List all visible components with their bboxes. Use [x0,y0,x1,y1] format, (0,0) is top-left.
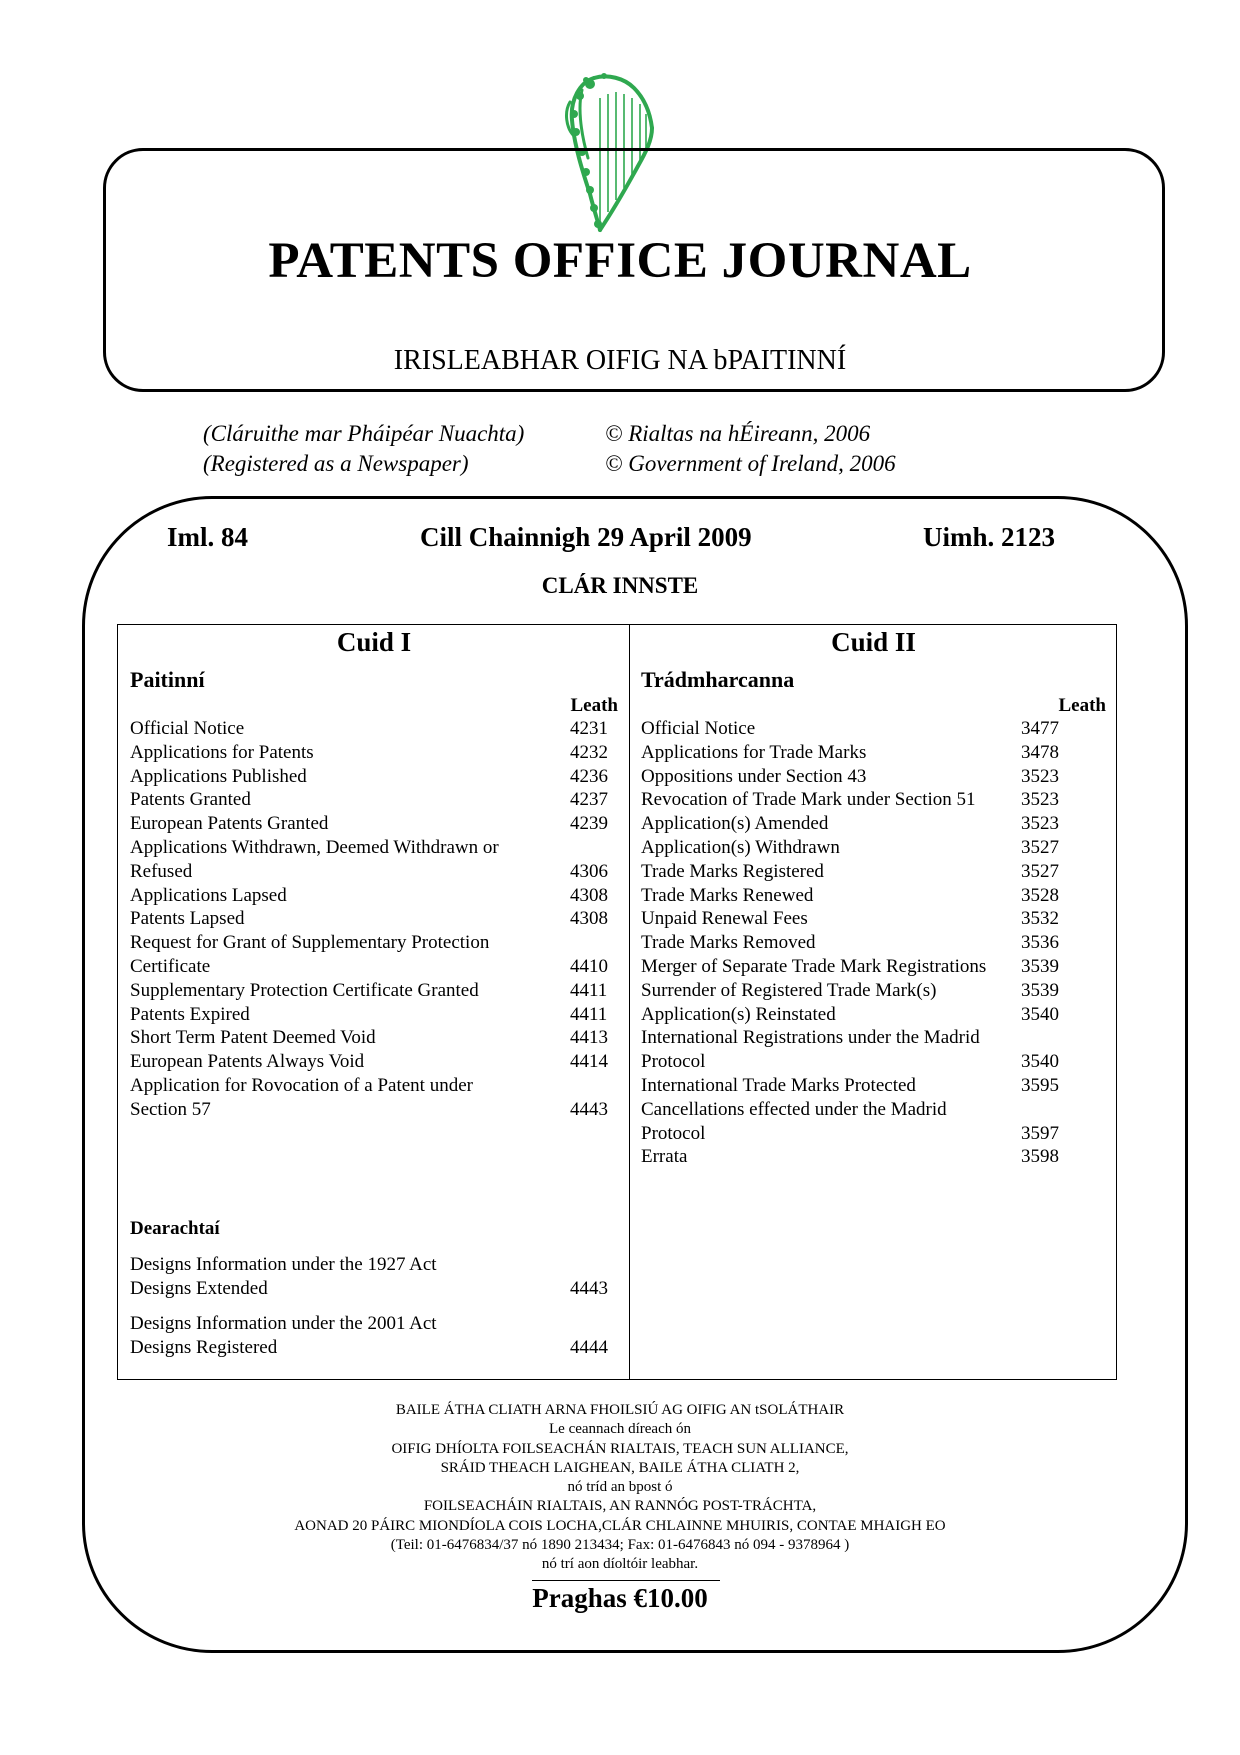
entry-title: International Registrations under the Madrid Protocol [641,1027,980,1073]
list-item [641,1003,1106,1027]
entry-title: Official Notice [130,718,245,739]
entry-page: 3595 [1021,1074,1059,1096]
entry-title: Applications Withdrawn, Deemed Withdrawn or Refused [130,836,499,882]
publisher-footer [0,1401,1240,1575]
contents-title: CLÁR INNSTE [541,573,699,598]
footer-line: Le ceannach díreach ón [549,1421,691,1438]
list-item [130,1336,618,1360]
entry-title: Application(s) Withdrawn [641,836,840,858]
list-item [130,717,618,741]
list-item [641,1145,1106,1169]
entry-title: Errata [641,1146,688,1168]
trade-marks-entries [641,717,1106,1169]
list-item [130,907,618,931]
entry-page: 3539 [1021,955,1059,977]
list-item [130,812,618,836]
entry-title: Supplementary Protection Certificate Granted [130,979,479,1001]
entry-page: 3523 [1021,813,1059,835]
entry-title: Merger of Separate Trade Mark Registrations [641,955,987,977]
entry-title: Applications Lapsed [130,884,287,906]
entry-page: 3540 [1021,1003,1059,1025]
entry-title: Oppositions under Section 43 [641,765,867,787]
entry-title: Applications for Trade Marks [641,741,867,763]
entry-page: 3527 [1021,836,1059,858]
entry-title: European Patents Always Void [130,1051,365,1073]
designs-1927-block [130,1253,618,1301]
list-item [641,860,1106,884]
entry-title: Surrender of Registered Trade Mark(s) [641,979,937,1001]
entry-page: 4414 [570,1051,608,1073]
entry-title: Short Term Patent Deemed Void [130,1027,376,1049]
entry-page: 4237 [570,789,608,811]
entry-page: 4308 [570,884,608,906]
list-item [641,812,1106,836]
footer-line: FOILSEACHÁIN RIALTAIS, AN RANNÓG POST-TRÁCHTA, [423,1498,817,1515]
entry-title: Revocation of Trade Mark under Section 51 [641,789,976,811]
list-item [641,931,1106,955]
entry-title: Patents Lapsed [130,908,245,930]
entry-page: 3477 [1021,718,1059,739]
list-item [641,1098,1106,1146]
entry-page: 3539 [1021,979,1059,1001]
list-item [130,741,618,765]
column-divider [629,625,630,1379]
copyright-irish: © Rialtas na hÉireann, 2006 [605,421,871,446]
entry-page: 4232 [570,741,608,763]
issue-number: Uimh. 2123 [923,522,1056,552]
footer-line: SRÁID THEACH LAIGHEAN, BAILE ÁTHA CLIATH 2, [440,1459,800,1476]
entry-title: Application(s) Reinstated [641,1003,836,1025]
copyright-english: © Government of Ireland, 2006 [605,451,896,476]
entry-page: 4308 [570,908,608,930]
list-item [641,979,1106,1003]
price: Praghas €10.00 [532,1583,708,1613]
list-item [641,1074,1106,1098]
patents-entries [130,717,618,1122]
entry-page: 3536 [1021,932,1059,954]
entry-title: Trade Marks Registered [641,860,824,882]
list-item [130,1074,618,1122]
list-item [641,1026,1106,1074]
list-item [641,836,1106,860]
page-column-label: Leath [1058,695,1106,716]
entry-page: 4231 [570,718,608,739]
entry-page: 3523 [1021,789,1059,811]
part-1-heading: Cuid I [336,627,412,657]
footer-line: BAILE ÁTHA CLIATH ARNA FHOILSIÚ AG OIFIG AN tSOLÁTHAIR [395,1402,845,1418]
footer-line: nó tríd an bpost ó [567,1479,673,1496]
entry-title: Application for Rovocation of a Patent under Section 57 [130,1074,473,1120]
list-item [641,741,1106,765]
entry-title: European Patents Granted [130,813,329,835]
part-2-heading: Cuid II [831,627,916,657]
footer-line: (Teil: 01-6476834/37 nó 1890 213434; Fax: 01-6476843 nó 094 - 9378964 ) [390,1537,850,1554]
list-item [641,717,1106,741]
journal-subtitle: IRISLEABHAR OIFIG NA bPAITINNÍ [393,345,847,376]
entry-page: 3532 [1021,908,1059,930]
entry-page: 4443 [570,1098,608,1120]
designs-1927-title: Designs Information under the 1927 Act [130,1254,437,1275]
price-rule [532,1580,720,1581]
entry-page: 3597 [1021,1122,1059,1144]
entry-page: 3527 [1021,860,1059,882]
footer-line: nó trí aon díoltóir leabhar. [541,1556,699,1573]
list-item [130,765,618,789]
footer-line: OIFIG DHÍOLTA FOILSEACHÁN RIALTAIS, TEACH SUN ALLIANCE, [391,1440,849,1457]
entry-title: Trade Marks Renewed [641,884,814,906]
entry-page: 4444 [570,1336,608,1358]
volume-number: Iml. 84 [167,522,248,552]
registered-newspaper-irish: (Cláruithe mar Pháipéar Nuachta) [203,421,525,446]
trade-marks-section-heading: Trádmharcanna [641,667,795,692]
entry-title: Official Notice [641,718,756,739]
entry-title: Designs Registered [130,1336,278,1358]
designs-2001-block [130,1312,618,1360]
journal-title: PATENTS OFFICE JOURNAL [268,233,972,289]
footer-line: AONAD 20 PÁIRC MIONDÍOLA COIS LOCHA,CLÁR CHLAINNE MHUIRIS, CONTAE MHAIGH EO [294,1517,946,1534]
entry-page: 4413 [570,1027,608,1049]
entry-title: Unpaid Renewal Fees [641,908,808,930]
list-item [641,907,1106,931]
entry-title: Designs Extended [130,1277,268,1299]
entry-page: 4443 [570,1277,608,1299]
list-item [130,1050,618,1074]
entry-page: 4410 [570,955,608,977]
entry-title: Applications Published [130,765,307,787]
designs-2001-title: Designs Information under the 2001 Act [130,1313,437,1334]
entry-page: 3528 [1021,884,1059,906]
list-item [130,836,618,884]
list-item [130,884,618,908]
table-of-contents [117,624,1117,1380]
registered-newspaper-english: (Registered as a Newspaper) [203,451,469,476]
entry-page: 3523 [1021,765,1059,787]
entry-page: 3598 [1021,1146,1059,1168]
list-item [130,1253,618,1277]
list-item [130,1003,618,1027]
entry-page: 4236 [570,765,608,787]
entry-title: Patents Expired [130,1003,250,1025]
entry-page: 4411 [570,1003,608,1025]
entry-page: 4239 [570,813,608,835]
list-item [130,979,618,1003]
entry-title: Patents Granted [130,789,251,811]
list-item [641,788,1106,812]
entry-title: International Trade Marks Protected [641,1074,916,1096]
issue-place-date: Cill Chainnigh 29 April 2009 [420,522,752,552]
list-item [130,1277,618,1301]
entry-page: 4306 [570,860,608,882]
entry-title: Application(s) Amended [641,813,829,835]
entry-page: 4411 [570,979,608,1001]
designs-section-heading: Dearachtaí [130,1218,220,1239]
entry-page: 3478 [1021,741,1059,763]
entry-page: 3540 [1021,1051,1059,1073]
list-item [130,931,618,979]
patents-section-heading: Paitinní [130,667,205,692]
entry-title: Cancellations effected under the Madrid Protocol [641,1098,947,1144]
list-item [130,1026,618,1050]
entry-title: Trade Marks Removed [641,932,816,954]
list-item [130,788,618,812]
list-item [641,884,1106,908]
list-item [641,765,1106,789]
entry-title: Request for Grant of Supplementary Protection Certificate [130,932,490,977]
list-item [641,955,1106,979]
list-item [130,1312,618,1336]
entry-title: Applications for Patents [130,741,314,763]
page-column-label: Leath [570,695,618,716]
